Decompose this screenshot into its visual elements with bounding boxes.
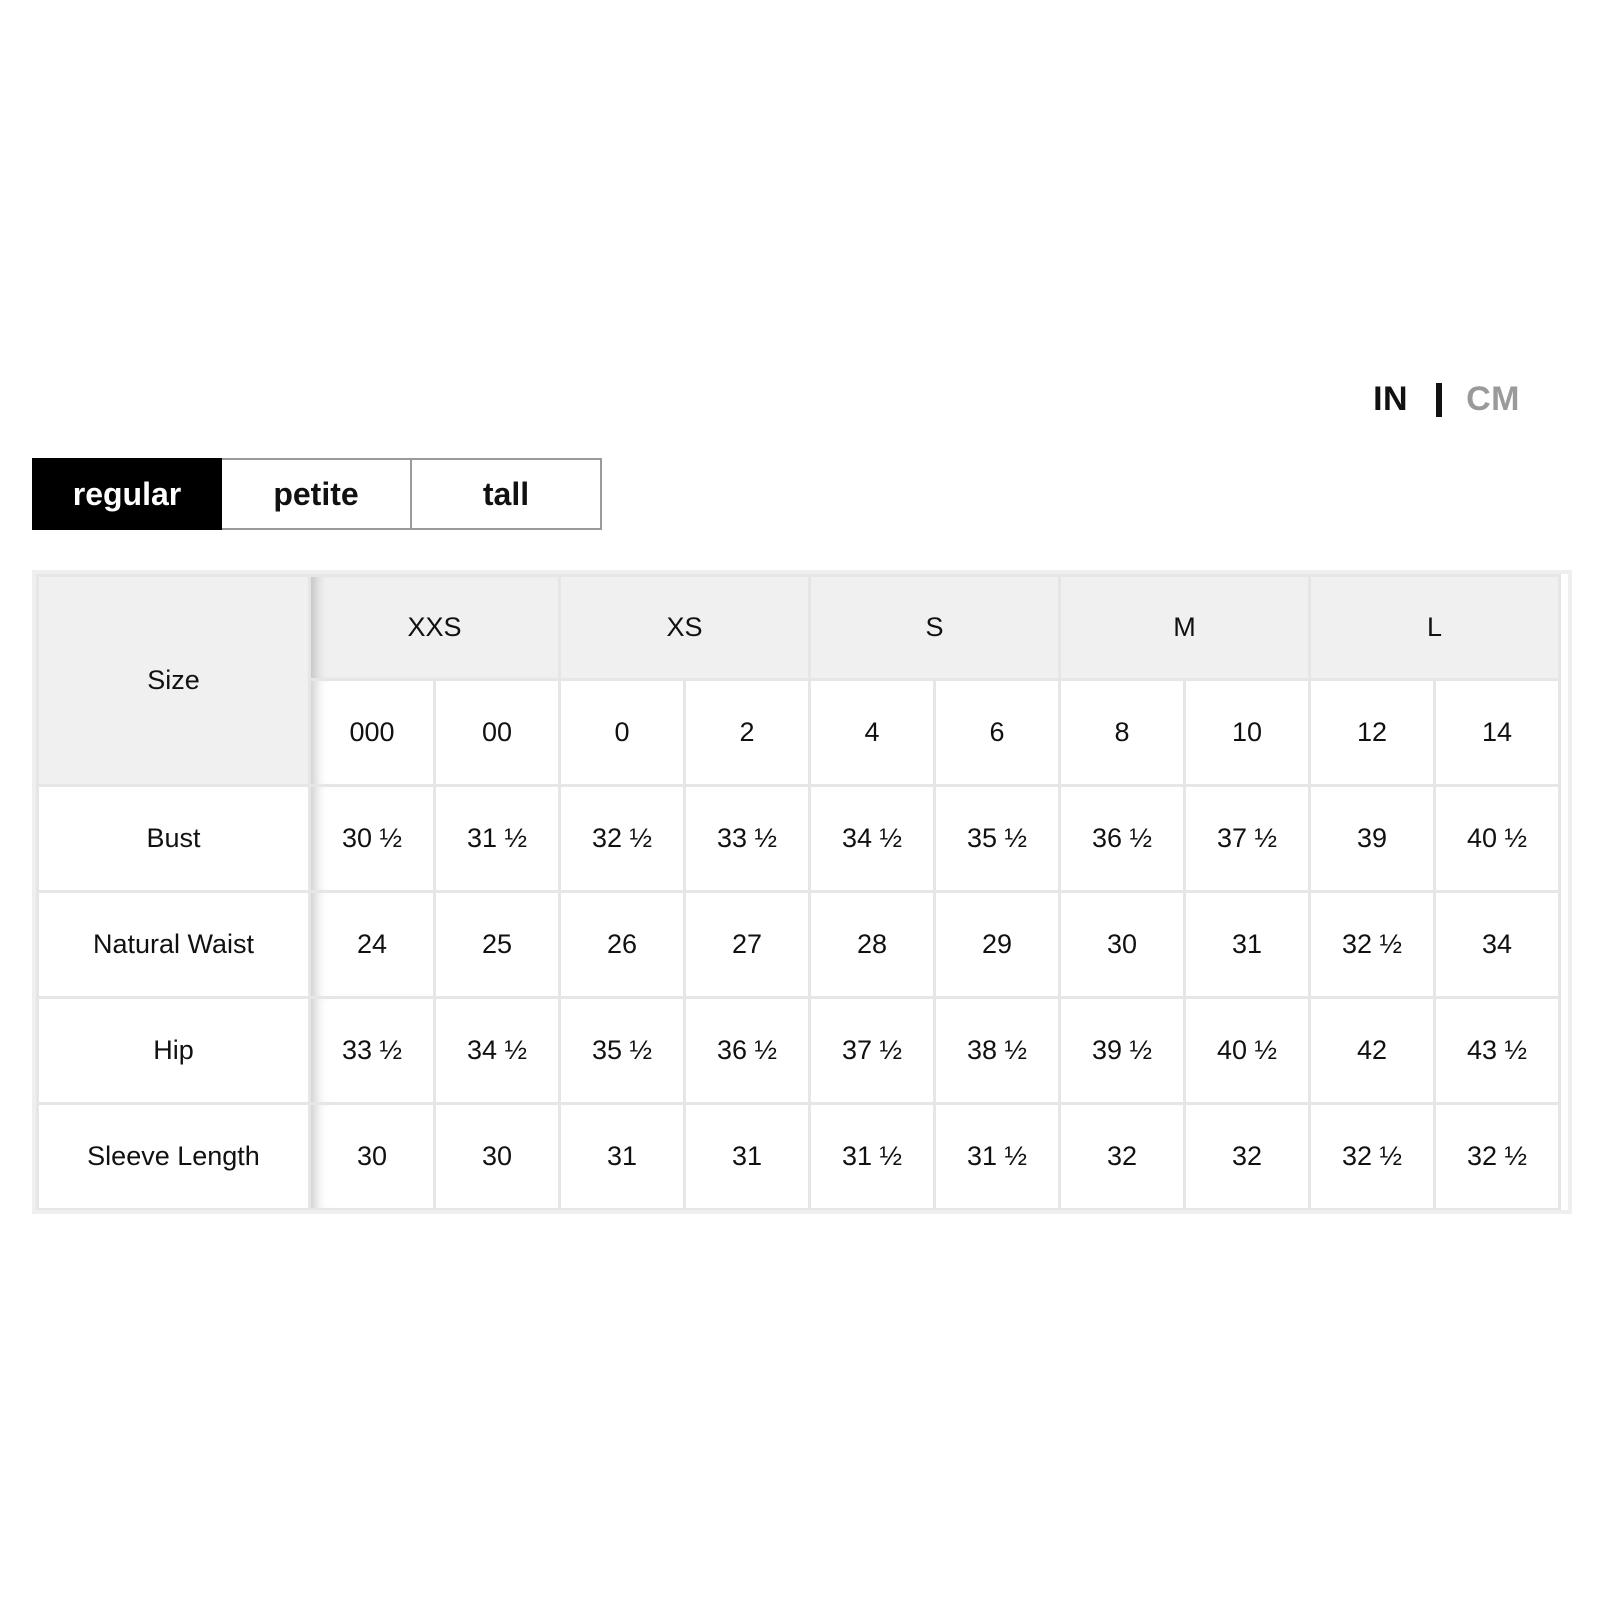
table-cell: 39 ½ (1060, 998, 1185, 1104)
table-cell: 24 (310, 892, 435, 998)
size-column-header: Size (38, 576, 310, 786)
table-cell: 27 (685, 892, 810, 998)
numeric-size: 6 (935, 680, 1060, 786)
table-cell: 30 (310, 1104, 435, 1210)
tab-tall[interactable]: tall (412, 458, 602, 530)
unit-in-button[interactable]: IN (1373, 380, 1409, 418)
table-cell: 26 (560, 892, 685, 998)
numeric-size: 10 (1185, 680, 1310, 786)
table-cell: 32 ½ (1435, 1104, 1560, 1210)
numeric-size: 12 (1310, 680, 1435, 786)
table-cell: 28 (810, 892, 935, 998)
size-chart-table (32, 570, 1572, 1214)
table-row-hip (38, 998, 1560, 1104)
numeric-size: 14 (1435, 680, 1560, 786)
numeric-size: 000 (310, 680, 435, 786)
unit-toggle (1373, 380, 1520, 419)
table-cell: 32 ½ (1310, 892, 1435, 998)
size-group-m: M (1060, 576, 1310, 680)
table-cell: 40 ½ (1185, 998, 1310, 1104)
table-cell: 31 ½ (435, 786, 560, 892)
tab-petite[interactable]: petite (222, 458, 412, 530)
row-label-bust: Bust (38, 786, 310, 892)
numeric-size: 2 (685, 680, 810, 786)
table-cell: 30 (435, 1104, 560, 1210)
table-row-natural-waist (38, 892, 1560, 998)
size-group-xs: XS (560, 576, 810, 680)
unit-cm-button[interactable]: CM (1466, 380, 1520, 418)
table-cell: 32 (1185, 1104, 1310, 1210)
table-cell: 34 (1435, 892, 1560, 998)
size-table (36, 574, 1561, 1211)
row-label-natural-waist: Natural Waist (38, 892, 310, 998)
table-cell: 38 ½ (935, 998, 1060, 1104)
tab-regular[interactable]: regular (32, 458, 222, 530)
table-cell: 36 ½ (685, 998, 810, 1104)
numeric-size: 0 (560, 680, 685, 786)
table-cell: 39 (1310, 786, 1435, 892)
table-cell: 25 (435, 892, 560, 998)
table-row-sleeve-length (38, 1104, 1560, 1210)
table-cell: 33 ½ (310, 998, 435, 1104)
table-cell: 40 ½ (1435, 786, 1560, 892)
table-cell: 31 ½ (935, 1104, 1060, 1210)
table-cell: 31 (685, 1104, 810, 1210)
table-cell: 32 (1060, 1104, 1185, 1210)
table-row-bust (38, 786, 1560, 892)
fit-tabs (32, 458, 602, 530)
table-cell: 34 ½ (810, 786, 935, 892)
size-group-l: L (1310, 576, 1560, 680)
table-cell: 29 (935, 892, 1060, 998)
table-cell: 42 (1310, 998, 1435, 1104)
size-group-xxs: XXS (310, 576, 560, 680)
table-cell: 31 (1185, 892, 1310, 998)
table-cell: 34 ½ (435, 998, 560, 1104)
table-cell: 31 ½ (810, 1104, 935, 1210)
row-label-hip: Hip (38, 998, 310, 1104)
table-cell: 32 ½ (560, 786, 685, 892)
numeric-size: 8 (1060, 680, 1185, 786)
table-cell: 37 ½ (810, 998, 935, 1104)
table-cell: 33 ½ (685, 786, 810, 892)
table-cell: 30 (1060, 892, 1185, 998)
table-cell: 35 ½ (560, 998, 685, 1104)
size-group-s: S (810, 576, 1060, 680)
table-cell: 32 ½ (1310, 1104, 1435, 1210)
unit-divider (1436, 383, 1442, 417)
numeric-size: 4 (810, 680, 935, 786)
table-cell: 43 ½ (1435, 998, 1560, 1104)
row-label-sleeve-length: Sleeve Length (38, 1104, 310, 1210)
table-cell: 35 ½ (935, 786, 1060, 892)
numeric-size: 00 (435, 680, 560, 786)
table-cell: 36 ½ (1060, 786, 1185, 892)
table-cell: 37 ½ (1185, 786, 1310, 892)
table-cell: 30 ½ (310, 786, 435, 892)
table-cell: 31 (560, 1104, 685, 1210)
